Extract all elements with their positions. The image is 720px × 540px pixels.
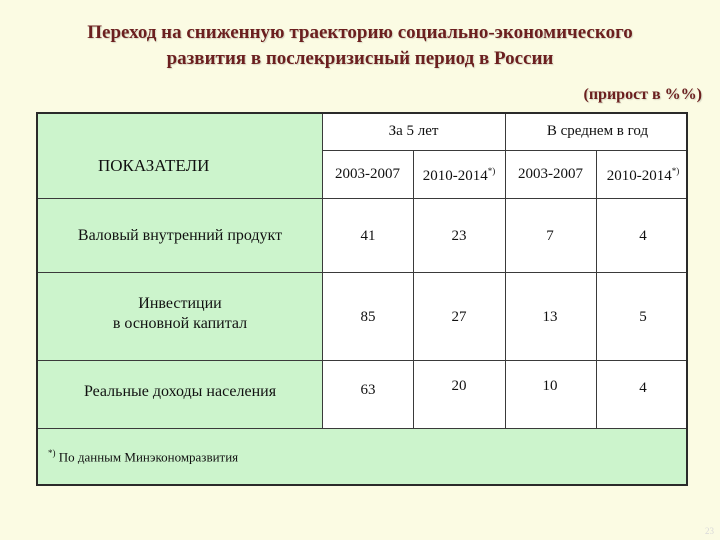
slide-title xyxy=(0,20,720,72)
title-line-1: Переход на сниженную траекторию социально-экономического xyxy=(87,22,633,43)
grid-line xyxy=(505,114,506,428)
grid-line xyxy=(38,198,688,199)
title-line-2: развития в послекризисный период в России xyxy=(166,48,554,69)
table-cell: 85 xyxy=(360,309,376,325)
col-header-avg-2010: 2010-2014*) xyxy=(606,166,680,184)
row-label-line: в основной капитал xyxy=(112,315,248,332)
page-number: 23 xyxy=(705,526,714,536)
col-header-5y-2010: 2010-2014*) xyxy=(422,166,496,184)
table-cell: 5 xyxy=(639,309,647,325)
avg-year-header: В среднем в год xyxy=(546,123,649,139)
row-label-line: Инвестиции xyxy=(138,295,222,312)
footnote: *) По данным Минэкономразвития xyxy=(48,448,239,465)
indicators-header: ПОКАЗАТЕЛИ xyxy=(98,156,210,175)
grid-line xyxy=(322,114,323,428)
col-header-avg-2003: 2003-2007 xyxy=(518,166,583,182)
row-label-investment xyxy=(44,294,316,334)
row-label-income: Реальные доходы населения xyxy=(83,383,277,400)
table-cell: 23 xyxy=(451,228,467,244)
table-cell: 10 xyxy=(542,378,558,394)
table-cell: 7 xyxy=(546,228,554,244)
table-cell: 27 xyxy=(451,309,467,325)
indicators-table xyxy=(36,112,688,486)
table-cell: 13 xyxy=(542,309,558,325)
col-header-5y-2003: 2003-2007 xyxy=(335,166,400,182)
five-year-header: За 5 лет xyxy=(388,123,439,139)
table-cell: 4 xyxy=(639,380,647,396)
grid-line xyxy=(38,272,688,273)
table-cell: 41 xyxy=(360,228,376,244)
table-cell: 4 xyxy=(639,228,647,244)
grid-line xyxy=(413,150,414,428)
grid-line xyxy=(38,360,688,361)
grid-line xyxy=(596,150,597,428)
table-cell: 63 xyxy=(360,382,376,398)
grid-line xyxy=(38,428,688,429)
unit-note: (прирост в %%) xyxy=(583,86,702,103)
table-cell: 20 xyxy=(451,378,467,394)
row-label-gdp: Валовый внутренний продукт xyxy=(77,227,283,244)
